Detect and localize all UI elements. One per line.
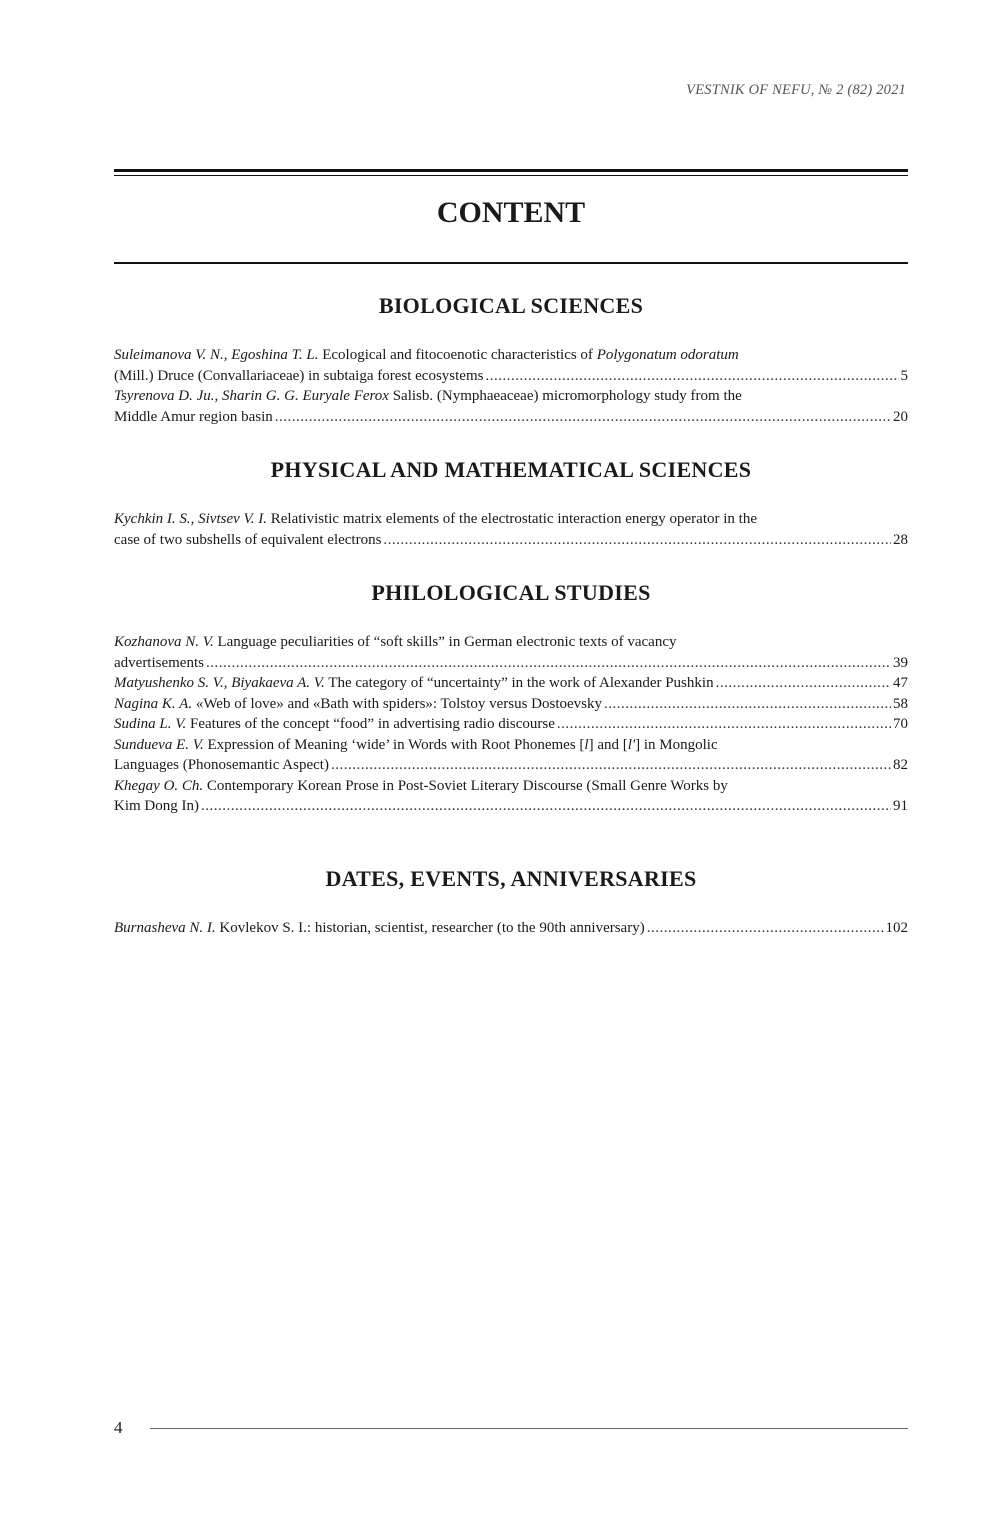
section-physical-mathematical-sciences <box>114 457 908 550</box>
entry-authors: Burnasheva N. I. <box>114 920 216 936</box>
entry-page-number: 20 <box>893 408 908 425</box>
entry-last-line <box>114 796 908 817</box>
entry-page-number: 5 <box>900 367 908 384</box>
leader-dots <box>647 918 884 939</box>
section-biological-sciences <box>114 293 908 427</box>
entry-line <box>114 509 908 530</box>
entry-text <box>114 714 555 735</box>
entry-title: ] in Mongolic <box>635 736 718 753</box>
entry-authors: Tsyrenova D. Ju., Sharin G. G. <box>114 388 299 404</box>
toc-entry[interactable] <box>114 735 908 776</box>
entry-title: Contemporary Korean Prose in Post-Soviet Literary Discourse (Small Genre Works by <box>203 777 728 794</box>
entry-last-line <box>114 653 908 674</box>
entry-title-cont: Kim Dong In) <box>114 798 199 814</box>
entry-last-line <box>114 714 908 735</box>
entry-text <box>114 673 714 694</box>
entry-last-line <box>114 918 908 939</box>
section-heading: PHILOLOGICAL STUDIES <box>371 580 651 605</box>
entry-title: ] and [ <box>588 736 628 753</box>
entry-phoneme: l <box>584 736 589 753</box>
entry-line <box>114 345 908 366</box>
entry-authors: Kozhanova N. V. <box>114 634 214 650</box>
toc-entry[interactable] <box>114 776 908 817</box>
entry-title: Features of the concept “food” in advertising radio discourse <box>186 716 555 732</box>
section-philological-studies <box>114 580 908 817</box>
entry-page-number: 82 <box>893 757 908 773</box>
entry-authors: Khegay O. Ch. <box>114 777 204 794</box>
entry-authors: Kychkin I. S., Sivtsev V. I. <box>114 511 268 527</box>
entry-title-species: Euryale Ferox <box>298 388 389 404</box>
entry-title-cont: advertisements <box>114 654 204 671</box>
entry-title: Ecological and fitocoenotic characteristics of <box>318 347 597 363</box>
leader-dots <box>485 366 898 387</box>
entry-line <box>114 632 908 653</box>
entry-authors: Sudina L. V. <box>114 716 187 732</box>
entry-last-line <box>114 407 908 428</box>
entry-last-line <box>114 673 908 694</box>
section-heading: DATES, EVENTS, ANNIVERSARIES <box>325 866 697 891</box>
header-double-rule <box>114 169 908 176</box>
entry-last-line <box>114 755 908 776</box>
entry-line <box>114 386 908 407</box>
entry-title: Salisb. (Nymphaeaceae) micromorphology study from the <box>388 388 742 404</box>
leader-dots <box>201 796 891 817</box>
title-rule <box>114 262 908 264</box>
toc-entry[interactable] <box>114 918 908 939</box>
toc-entry[interactable] <box>114 714 908 735</box>
leader-dots <box>716 673 891 694</box>
leader-dots <box>275 407 891 428</box>
toc-entry[interactable] <box>114 509 908 550</box>
entry-authors: Sundueva E. V. <box>114 736 204 753</box>
entry-title-cont: Languages (Phonosemantic Aspect) <box>114 757 329 773</box>
entry-page-number: 102 <box>885 920 908 936</box>
section-heading: BIOLOGICAL SCIENCES <box>378 293 644 318</box>
toc-entry[interactable] <box>114 694 908 715</box>
entry-line <box>114 735 908 756</box>
entry-title-cont: (Mill.) Druce (Convallariaceae) in subtaiga forest ecosystems <box>114 367 484 384</box>
entry-text <box>114 918 645 939</box>
footer-rule <box>150 1428 908 1429</box>
entry-authors: Suleimanova V. N., Egoshina T. L. <box>114 347 319 363</box>
entry-phoneme: l' <box>627 736 636 753</box>
page-number: 4 <box>114 1418 123 1437</box>
toc-entry[interactable] <box>114 632 908 673</box>
leader-dots <box>557 714 891 735</box>
entry-last-line <box>114 530 908 551</box>
leader-dots <box>331 755 891 776</box>
entry-title-cont: Middle Amur region basin <box>114 408 273 425</box>
running-head: VESTNIK OF NEFU, № 2 (82) 2021 <box>686 82 906 98</box>
entry-page-number: 58 <box>893 695 908 712</box>
section-dates-events-anniversaries <box>114 866 908 939</box>
entry-line <box>114 776 908 797</box>
entry-page-number: 47 <box>893 675 908 691</box>
entry-title: «Web of love» and «Bath with spiders»: Tolstoy versus Dostoevsky <box>192 695 603 712</box>
leader-dots <box>383 530 891 551</box>
page-title: CONTENT <box>436 196 586 229</box>
entry-page-number: 70 <box>893 716 908 732</box>
entry-page-number: 39 <box>893 654 908 671</box>
toc-entry[interactable] <box>114 345 908 386</box>
entry-text <box>114 694 602 715</box>
entry-title: Relativistic matrix elements of the electrostatic interaction energy operator in the <box>267 511 757 527</box>
entry-last-line <box>114 366 908 387</box>
entry-authors: Nagina K. A. <box>114 695 193 712</box>
entry-title: Kovlekov S. I.: historian, scientist, researcher (to the 90th anniversary) <box>215 920 645 936</box>
leader-dots <box>604 694 891 715</box>
entry-title: Expression of Meaning ‘wide’ in Words with Root Phonemes [ <box>203 736 585 753</box>
toc-entry[interactable] <box>114 673 908 694</box>
entry-authors: Matyushenko S. V., Biyakaeva A. V. <box>114 675 325 691</box>
entry-title-species: Polygonatum odoratum <box>596 347 739 363</box>
entry-title: The category of “uncertainty” in the work of Alexander Pushkin <box>324 675 714 691</box>
entry-last-line <box>114 694 908 715</box>
entry-page-number: 91 <box>893 798 908 814</box>
entry-title-cont: case of two subshells of equivalent electrons <box>114 531 382 548</box>
leader-dots <box>206 653 891 674</box>
entry-title: Language peculiarities of “soft skills” in German electronic texts of vacancy <box>213 634 677 650</box>
section-heading: PHYSICAL AND MATHEMATICAL SCIENCES <box>270 457 752 482</box>
toc-entry[interactable] <box>114 386 908 427</box>
entry-page-number: 28 <box>893 531 908 548</box>
